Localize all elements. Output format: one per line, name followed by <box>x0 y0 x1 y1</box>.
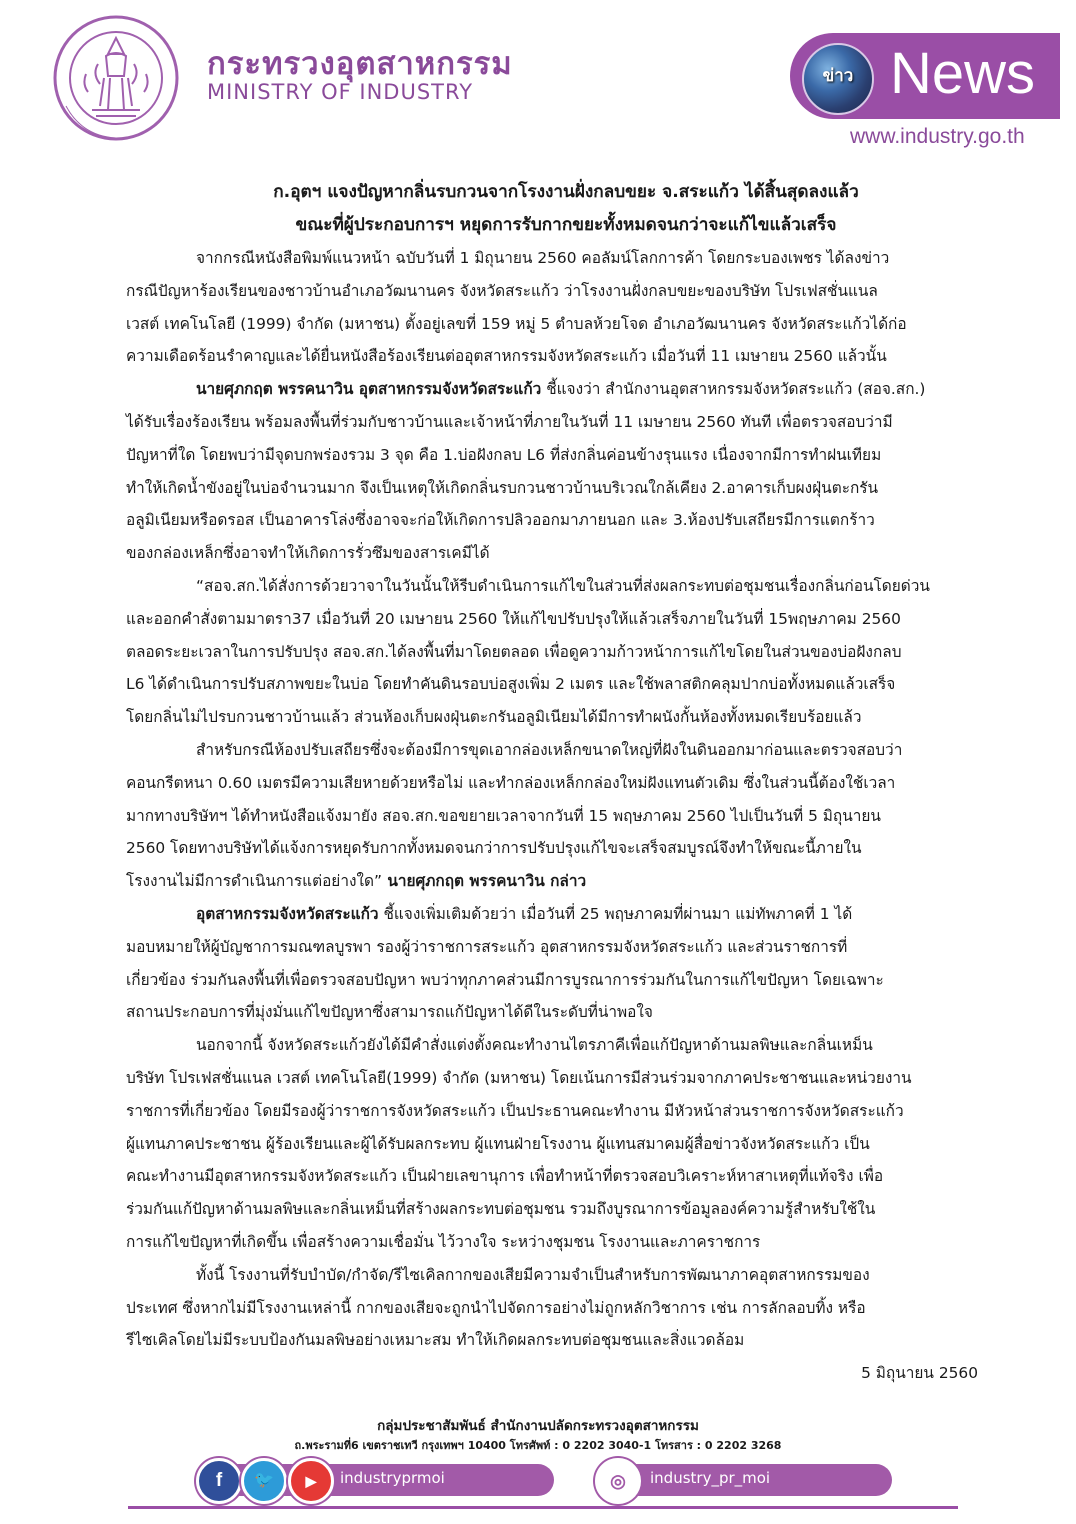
paragraph-6 <box>126 1029 1006 1259</box>
paragraph-2 <box>126 373 1006 570</box>
text-line: ทั้งนี้ โรงงานที่รับบำบัด/กำจัด/รีไซเคิลกากของเสียมีความจำเป็นสำหรับการพัฒนาภาคอุตสาหกรรมของ <box>196 1265 870 1284</box>
text-line: รีไซเคิลโดยไม่มีระบบป้องกันมลพิษอย่างเหมาะสม ทำให้เกิดผลกระทบต่อชุมชนและสิ่งแวดล้อม <box>126 1331 745 1350</box>
text-line: L6 ได้ดำเนินการปรับสภาพขยะในบ่อ โดยทำคันดินรอบบ่อสูงเพิ่ม 2 เมตร และใช้พลาสติกคลุมปากบ่อทั้งหมดแล้วเสร็จ <box>126 675 896 694</box>
text-line: บริษัท โปรเฟสชั่นแนล เวสต์ เทคโนโลยี(1999) จำกัด (มหาชน) โดยเน้นการมีส่วนร่วมจากภาคประชาชนและหน่วยงาน <box>126 1068 912 1087</box>
official-name-bold: นายศุภกฤต พรรคนาวิน อุตสาหกรรมจังหวัดสระแก้ว <box>196 380 542 399</box>
text-line: กรณีปัญหาร้องเรียนของชาวบ้านอำเภอวัฒนานคร จังหวัดสระแก้ว ว่าโรงงานฝั่งกลบขยะของบริษัท โปรเฟสชั่นแนล <box>126 281 878 300</box>
paragraph-1 <box>126 242 1006 373</box>
office-name-bold: อุตสาหกรรมจังหวัดสระแก้ว <box>196 904 379 923</box>
text-line: โดยกลิ่นไม่ไปรบกวนชาวบ้านแล้ว ส่วนห้องเก็บผงฝุ่นตะกรันอลูมิเนียมได้มีการทำผนังกั้นห้องทั้งหมดเรียบร้อยแล้ว <box>126 708 862 727</box>
text-line: ประเทศ ซึ่งหากไม่มีโรงงานเหล่านี้ กากของเสียจะถูกนำไปจัดการอย่างไม่ถูกหลักวิชาการ เช่น การลักลอบทิ้ง หรือ <box>126 1298 866 1317</box>
text-line: “สอจ.สก.ได้สั่งการด้วยวาจาในวันนั้นให้รีบดำเนินการแก้ไขในส่วนที่ส่งผลกระทบต่อชุมชนเรื่องกลิ่นก่อนโดยด่วน <box>196 576 930 595</box>
text-line: ของกล่องเหล็กซึ่งอาจทำให้เกิดการรั่วซึมของสารเคมีได้ <box>126 544 490 563</box>
text-fragment: ชี้แจงเพิ่มเติมด้วยว่า เมื่อวันที่ 25 พฤษภาคมที่ผ่านมา แม่ทัพภาคที่ 1 ได้ <box>378 904 853 923</box>
youtube-icon[interactable]: ▶ <box>288 1458 334 1504</box>
text-line: ความเดือดร้อนรำคาญและได้ยื่นหนังสือร้องเรียนต่ออุตสาหกรรมจังหวัดสระแก้ว เมื่อวันที่ 11 เมษายน 2560 แล้วนั้น <box>126 347 887 366</box>
text-line: เกี่ยวข้อง ร่วมกันลงพื้นที่เพื่อตรวจสอบปัญหา พบว่าทุกภาคส่วนมีการบูรณาการร่วมกันในการแก้ไขปัญหา โดยเฉพาะ <box>126 970 884 989</box>
text-line: และออกคำสั่งตามมาตรา37 เมื่อวันที่ 20 เมษายน 2560 ให้แก้ไขปรับปรุงให้แล้วเสร็จภายในวันที่ 15พฤษภาคม 2560 <box>126 609 901 628</box>
news-badge-thai: ข่าว <box>822 66 854 86</box>
ministry-seal-logo <box>52 14 180 142</box>
news-label: News <box>890 41 1036 106</box>
website-link[interactable]: www.industry.go.th <box>850 125 1025 148</box>
text-line <box>126 865 1006 898</box>
speaker-attribution-bold: นายศุภกฤต พรรคนาวิน กล่าว <box>381 872 587 891</box>
ministry-name-english: MINISTRY OF INDUSTRY <box>207 80 474 104</box>
text-line: สำหรับกรณีห้องปรับเสถียรซึ่งจะต้องมีการขุดเอากล่องเหล็กขนาดใหญ่ที่ฝังในดินออกมาก่อนและตรวจสอบว่า <box>196 740 903 759</box>
text-line: ร่วมกันแก้ปัญหาด้านมลพิษและกลิ่นเหม็นที่สร้างผลกระทบต่อชุมชน รวมถึงบูรณาการข้อมูลองค์ความรู้สำหรับใช้ใน <box>126 1200 876 1219</box>
social-handle-instagram[interactable]: industry_pr_moi <box>650 1469 771 1487</box>
text-line: มากทางบริษัทฯ ได้ทำหนังสือแจ้งมายัง สอจ.สก.ขอขยายเวลาจากวันที่ 15 พฤษภาคม 2560 ไปเป็นวันที่ 5 มิถุนายน <box>126 806 881 825</box>
text-line: ปัญหาที่ใด โดยพบว่ามีจุดบกพร่องรวม 3 จุด คือ 1.บ่อฝังกลบ L6 ที่ส่งกลิ่นค่อนข้างรุนแรง เนื่องจากมีการทำฝนเทียม <box>126 445 882 464</box>
letterhead <box>0 0 1076 165</box>
text-line: จากกรณีหนังสือพิมพ์แนวหน้า ฉบับวันที่ 1 มิถุนายน 2560 คอลัมน์โลกการค้า โดยกระบองเพชร ได้ลงข่าว <box>196 249 890 267</box>
facebook-icon[interactable]: f <box>196 1458 242 1504</box>
text-line: มอบหมายให้ผู้บัญชาการมณฑลบูรพา รองผู้ว่าราชการสระแก้ว อุตสาหกรรมจังหวัดสระแก้ว และส่วนราชการที่ <box>126 937 848 956</box>
text-line: ตลอดระยะเวลาในการปรับปรุง สอจ.สก.ได้ลงพื้นที่มาโดยตลอด เพื่อดูความก้าวหน้าการแก้ไขโดยในส่วนของบ่อฝังกลบ <box>126 642 902 661</box>
text-line: นอกจากนี้ จังหวัดสระแก้วยังได้มีคำสั่งแต่งตั้งคณะทำงานไตรภาคีเพื่อแก้ปัญหาด้านมลพิษและกลิ่นเหม็น <box>196 1036 873 1055</box>
text-line <box>126 373 1006 406</box>
text-line <box>126 898 1006 931</box>
release-date: 5 มิถุนายน 2560 <box>861 1364 978 1383</box>
text-line: ทำให้เกิดน้ำขังอยู่ในบ่อจำนวนมาก จึงเป็นเหตุให้เกิดกลิ่นรบกวนชาวบ้านบริเวณใกล้เคียง 2.อาคารเก็บผงฝุ่นตะกรัน <box>126 478 879 497</box>
headline-line-1: ก.อุตฯ แจงปัญหากลิ่นรบกวนจากโรงงานฝั่งกลบขยะ จ.สระแก้ว ได้สิ้นสุดลงแล้ว <box>273 182 859 202</box>
footer-divider <box>128 1506 958 1509</box>
paragraph-3-quote <box>126 570 1006 734</box>
text-line: คอนกรีตหนา 0.60 เมตรมีความเสียหายด้วยหรือไม่ และทำกล่องเหล็กกล่องใหม่ฝังแทนตัวเดิม ซึ่งในส่วนนี้ต้องใช้เวลา <box>126 773 896 792</box>
press-release-body <box>126 176 1006 1389</box>
ministry-name-thai: กระทรวงอุตสาหกรรม <box>207 46 513 82</box>
footer-organization: กลุ่มประชาสัมพันธ์ สำนักงานปลัดกระทรวงอุตสาหกรรม <box>377 1418 699 1434</box>
social-handle-primary[interactable]: industryprmoi <box>340 1469 445 1487</box>
text-line: เวสต์ เทคโนโลยี (1999) จำกัด (มหาชน) ตั้งอยู่เลขที่ 159 หมู่ 5 ตำบลห้วยโจด อำเภอวัฒนานคร จังหวัดสระแก้วได้ก่อ <box>126 314 907 333</box>
text-line: การแก้ไขปัญหาที่เกิดขึ้น เพื่อสร้างความเชื่อมั่น ไว้วางใจ ระหว่างชุมชน โรงงานและภาคราชการ <box>126 1232 761 1251</box>
text-fragment: โรงงานไม่มีการดำเนินการแต่อย่างใด” <box>126 872 382 891</box>
twitter-icon[interactable]: 🐦 <box>241 1458 287 1504</box>
headline-line-2: ขณะที่ผู้ประกอบการฯ หยุดการรับกากขยะทั้งหมดจนกว่าจะแก้ไขแล้วเสร็จ <box>295 215 837 235</box>
text-line: 2560 โดยทางบริษัทได้แจ้งการหยุดรับกากทั้งหมดจนกว่าการปรับปรุงแก้ไขจะเสร็จสมบูรณ์จึงทำให้ขณะนี้ภายใน <box>126 839 862 858</box>
paragraph-5 <box>126 898 1006 1029</box>
text-line: ราชการที่เกี่ยวข้อง โดยมีรองผู้ว่าราชการจังหวัดสระแก้ว เป็นประธานคณะทำงาน มีหัวหน้าส่วนราชการจังหวัดสระแก้ว <box>126 1101 904 1120</box>
text-line: ผู้แทนภาคประชาชน ผู้ร้องเรียนและผู้ได้รับผลกระทบ ผู้แทนฝ่ายโรงงาน ผู้แทนสมาคมผู้สื่อข่าวจังหวัดสระแก้ว เป็น <box>126 1134 870 1153</box>
instagram-icon[interactable]: ◎ <box>595 1458 641 1504</box>
paragraph-4 <box>126 734 1006 898</box>
text-line: คณะทำงานมีอุตสาหกรรมจังหวัดสระแก้ว เป็นฝ่ายเลขานุการ เพื่อทำหน้าที่ตรวจสอบวิเคราะห์หาสาเหตุที่แท้จริง เพื่อ <box>126 1167 884 1186</box>
text-fragment: ชี้แจงว่า สำนักงานอุตสาหกรรมจังหวัดสระแก้ว (สอจ.สก.) <box>541 380 926 399</box>
text-line: ได้รับเรื่องร้องเรียน พร้อมลงพื้นที่ร่วมกับชาวบ้านและเจ้าหน้าที่ภายในวันที่ 11 เมษายน 2560 ทันที เพื่อตรวจสอบว่ามี <box>126 412 893 431</box>
footer-address: ถ.พระรามที่6 เขตราชเทวี กรุงเทพฯ 10400 โทรศัพท์ : 0 2202 3040-1 โทรสาร : 0 2202 3268 <box>294 1439 782 1452</box>
text-line: สถานประกอบการที่มุ่งมั่นแก้ไขปัญหาซึ่งสามารถแก้ปัญหาได้ดีในระดับที่น่าพอใจ <box>126 1003 653 1022</box>
text-line: อลูมิเนียมหรือดรอส เป็นอาคารโล่งซึ่งอาจจะก่อให้เกิดการปลิวออกมาภายนอก และ 3.ห้องปรับเสถียรมีการแตกร้าว <box>126 511 875 530</box>
paragraph-7 <box>126 1259 1006 1357</box>
